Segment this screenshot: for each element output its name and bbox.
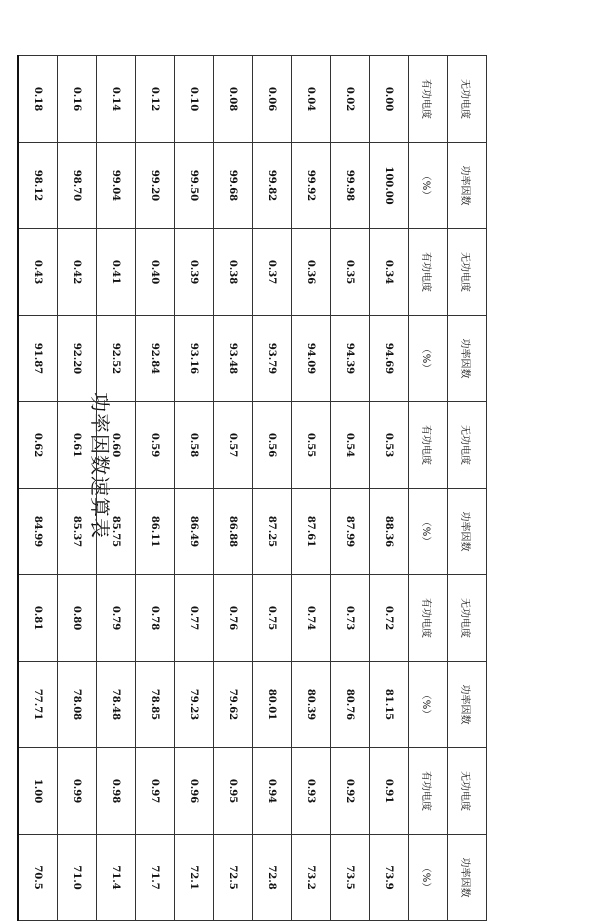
cell-ratio: 0.02 xyxy=(331,56,370,143)
cell-ratio: 0.53 xyxy=(370,402,409,489)
cell-ratio: 0.06 xyxy=(253,56,292,143)
cell-power-factor: 78.85 xyxy=(136,662,175,748)
cell-power-factor: 98.70 xyxy=(58,143,97,229)
cell-power-factor: 85.37 xyxy=(58,489,97,575)
cell-power-factor: 79.23 xyxy=(175,662,214,748)
header-row-1 xyxy=(448,56,487,921)
cell-ratio: 0.75 xyxy=(253,575,292,662)
cell-ratio: 0.34 xyxy=(370,229,409,316)
cell-ratio: 0.72 xyxy=(370,575,409,662)
table-row xyxy=(18,56,58,921)
cell-power-factor: 73.5 xyxy=(331,835,370,921)
cell-power-factor: 99.50 xyxy=(175,143,214,229)
cell-ratio: 0.62 xyxy=(18,402,58,489)
cell-power-factor: 86.88 xyxy=(214,489,253,575)
page-title: 功率因数速算表 xyxy=(88,392,112,539)
cell-ratio: 0.60 xyxy=(97,402,136,489)
cell-power-factor: 92.84 xyxy=(136,316,175,402)
header-row-2 xyxy=(409,56,448,921)
cell-power-factor: 78.48 xyxy=(97,662,136,748)
cell-power-factor: 99.82 xyxy=(253,143,292,229)
header-active: 有功电度 xyxy=(409,748,448,835)
cell-power-factor: 86.11 xyxy=(136,489,175,575)
cell-power-factor: 73.2 xyxy=(292,835,331,921)
cell-ratio: 0.91 xyxy=(370,748,409,835)
cell-power-factor: 99.92 xyxy=(292,143,331,229)
cell-ratio: 0.38 xyxy=(214,229,253,316)
table-body xyxy=(18,56,409,921)
cell-power-factor: 84.99 xyxy=(18,489,58,575)
cell-power-factor: 99.04 xyxy=(97,143,136,229)
cell-power-factor: 100.00 xyxy=(370,143,409,229)
header-pct: （%） xyxy=(409,316,448,402)
cell-power-factor: 71.0 xyxy=(58,835,97,921)
cell-power-factor: 72.8 xyxy=(253,835,292,921)
cell-ratio: 0.98 xyxy=(97,748,136,835)
cell-ratio: 0.57 xyxy=(214,402,253,489)
cell-ratio: 0.79 xyxy=(97,575,136,662)
cell-power-factor: 77.71 xyxy=(18,662,58,748)
cell-power-factor: 78.08 xyxy=(58,662,97,748)
header-pf: 功率因数 xyxy=(448,316,487,402)
cell-ratio: 0.40 xyxy=(136,229,175,316)
cell-power-factor: 81.15 xyxy=(370,662,409,748)
cell-ratio: 0.04 xyxy=(292,56,331,143)
cell-ratio: 0.10 xyxy=(175,56,214,143)
cell-ratio: 0.55 xyxy=(292,402,331,489)
cell-power-factor: 93.48 xyxy=(214,316,253,402)
header-reactive: 无功电度 xyxy=(448,56,487,143)
cell-power-factor: 94.39 xyxy=(331,316,370,402)
table-row xyxy=(214,56,253,921)
header-reactive: 无功电度 xyxy=(448,748,487,835)
cell-ratio: 0.16 xyxy=(58,56,97,143)
cell-power-factor: 80.01 xyxy=(253,662,292,748)
cell-ratio: 0.94 xyxy=(253,748,292,835)
cell-ratio: 0.97 xyxy=(136,748,175,835)
table-row xyxy=(97,56,136,921)
cell-power-factor: 93.16 xyxy=(175,316,214,402)
cell-power-factor: 88.36 xyxy=(370,489,409,575)
cell-power-factor: 87.25 xyxy=(253,489,292,575)
cell-ratio: 0.12 xyxy=(136,56,175,143)
header-pf: 功率因数 xyxy=(448,143,487,229)
table-row xyxy=(136,56,175,921)
cell-ratio: 0.43 xyxy=(18,229,58,316)
power-factor-table xyxy=(17,55,487,921)
cell-ratio: 0.80 xyxy=(58,575,97,662)
cell-ratio: 0.77 xyxy=(175,575,214,662)
table-row xyxy=(292,56,331,921)
cell-ratio: 0.18 xyxy=(18,56,58,143)
cell-ratio: 0.74 xyxy=(292,575,331,662)
header-reactive: 无功电度 xyxy=(448,575,487,662)
cell-power-factor: 99.68 xyxy=(214,143,253,229)
cell-power-factor: 73.9 xyxy=(370,835,409,921)
cell-power-factor: 98.12 xyxy=(18,143,58,229)
cell-ratio: 0.36 xyxy=(292,229,331,316)
cell-ratio: 0.59 xyxy=(136,402,175,489)
cell-power-factor: 86.49 xyxy=(175,489,214,575)
cell-power-factor: 70.5 xyxy=(18,835,58,921)
cell-power-factor: 71.7 xyxy=(136,835,175,921)
cell-ratio: 0.56 xyxy=(253,402,292,489)
table-row xyxy=(370,56,409,921)
cell-ratio: 0.58 xyxy=(175,402,214,489)
cell-ratio: 0.73 xyxy=(331,575,370,662)
cell-ratio: 0.39 xyxy=(175,229,214,316)
cell-power-factor: 79.62 xyxy=(214,662,253,748)
cell-power-factor: 72.5 xyxy=(214,835,253,921)
cell-power-factor: 92.52 xyxy=(97,316,136,402)
cell-ratio: 0.14 xyxy=(97,56,136,143)
header-active: 有功电度 xyxy=(409,56,448,143)
table-row xyxy=(175,56,214,921)
cell-ratio: 0.42 xyxy=(58,229,97,316)
cell-ratio: 0.35 xyxy=(331,229,370,316)
cell-power-factor: 91.87 xyxy=(18,316,58,402)
header-active: 有功电度 xyxy=(409,402,448,489)
header-pf: 功率因数 xyxy=(448,835,487,921)
header-pct: （%） xyxy=(409,489,448,575)
cell-ratio: 1.00 xyxy=(18,748,58,835)
cell-ratio: 0.92 xyxy=(331,748,370,835)
header-pct: （%） xyxy=(409,143,448,229)
table-row xyxy=(253,56,292,921)
cell-power-factor: 99.20 xyxy=(136,143,175,229)
cell-ratio: 0.54 xyxy=(331,402,370,489)
cell-ratio: 0.96 xyxy=(175,748,214,835)
table-row xyxy=(331,56,370,921)
header-pct: （%） xyxy=(409,662,448,748)
header-active: 有功电度 xyxy=(409,229,448,316)
cell-power-factor: 94.09 xyxy=(292,316,331,402)
cell-power-factor: 87.99 xyxy=(331,489,370,575)
cell-ratio: 0.76 xyxy=(214,575,253,662)
cell-power-factor: 87.61 xyxy=(292,489,331,575)
header-reactive: 无功电度 xyxy=(448,229,487,316)
cell-ratio: 0.37 xyxy=(253,229,292,316)
header-active: 有功电度 xyxy=(409,575,448,662)
table-row xyxy=(58,56,97,921)
cell-power-factor: 99.98 xyxy=(331,143,370,229)
cell-ratio: 0.78 xyxy=(136,575,175,662)
cell-ratio: 0.93 xyxy=(292,748,331,835)
header-pct: （%） xyxy=(409,835,448,921)
cell-ratio: 0.61 xyxy=(58,402,97,489)
cell-ratio: 0.95 xyxy=(214,748,253,835)
cell-ratio: 0.81 xyxy=(18,575,58,662)
cell-ratio: 0.41 xyxy=(97,229,136,316)
cell-power-factor: 80.76 xyxy=(331,662,370,748)
cell-ratio: 0.08 xyxy=(214,56,253,143)
cell-power-factor: 71.4 xyxy=(97,835,136,921)
header-pf: 功率因数 xyxy=(448,662,487,748)
cell-power-factor: 72.1 xyxy=(175,835,214,921)
cell-ratio: 0.00 xyxy=(370,56,409,143)
cell-power-factor: 92.20 xyxy=(58,316,97,402)
header-reactive: 无功电度 xyxy=(448,402,487,489)
cell-power-factor: 80.39 xyxy=(292,662,331,748)
header-pf: 功率因数 xyxy=(448,489,487,575)
cell-power-factor: 93.79 xyxy=(253,316,292,402)
cell-power-factor: 85.75 xyxy=(97,489,136,575)
cell-power-factor: 94.69 xyxy=(370,316,409,402)
cell-ratio: 0.99 xyxy=(58,748,97,835)
